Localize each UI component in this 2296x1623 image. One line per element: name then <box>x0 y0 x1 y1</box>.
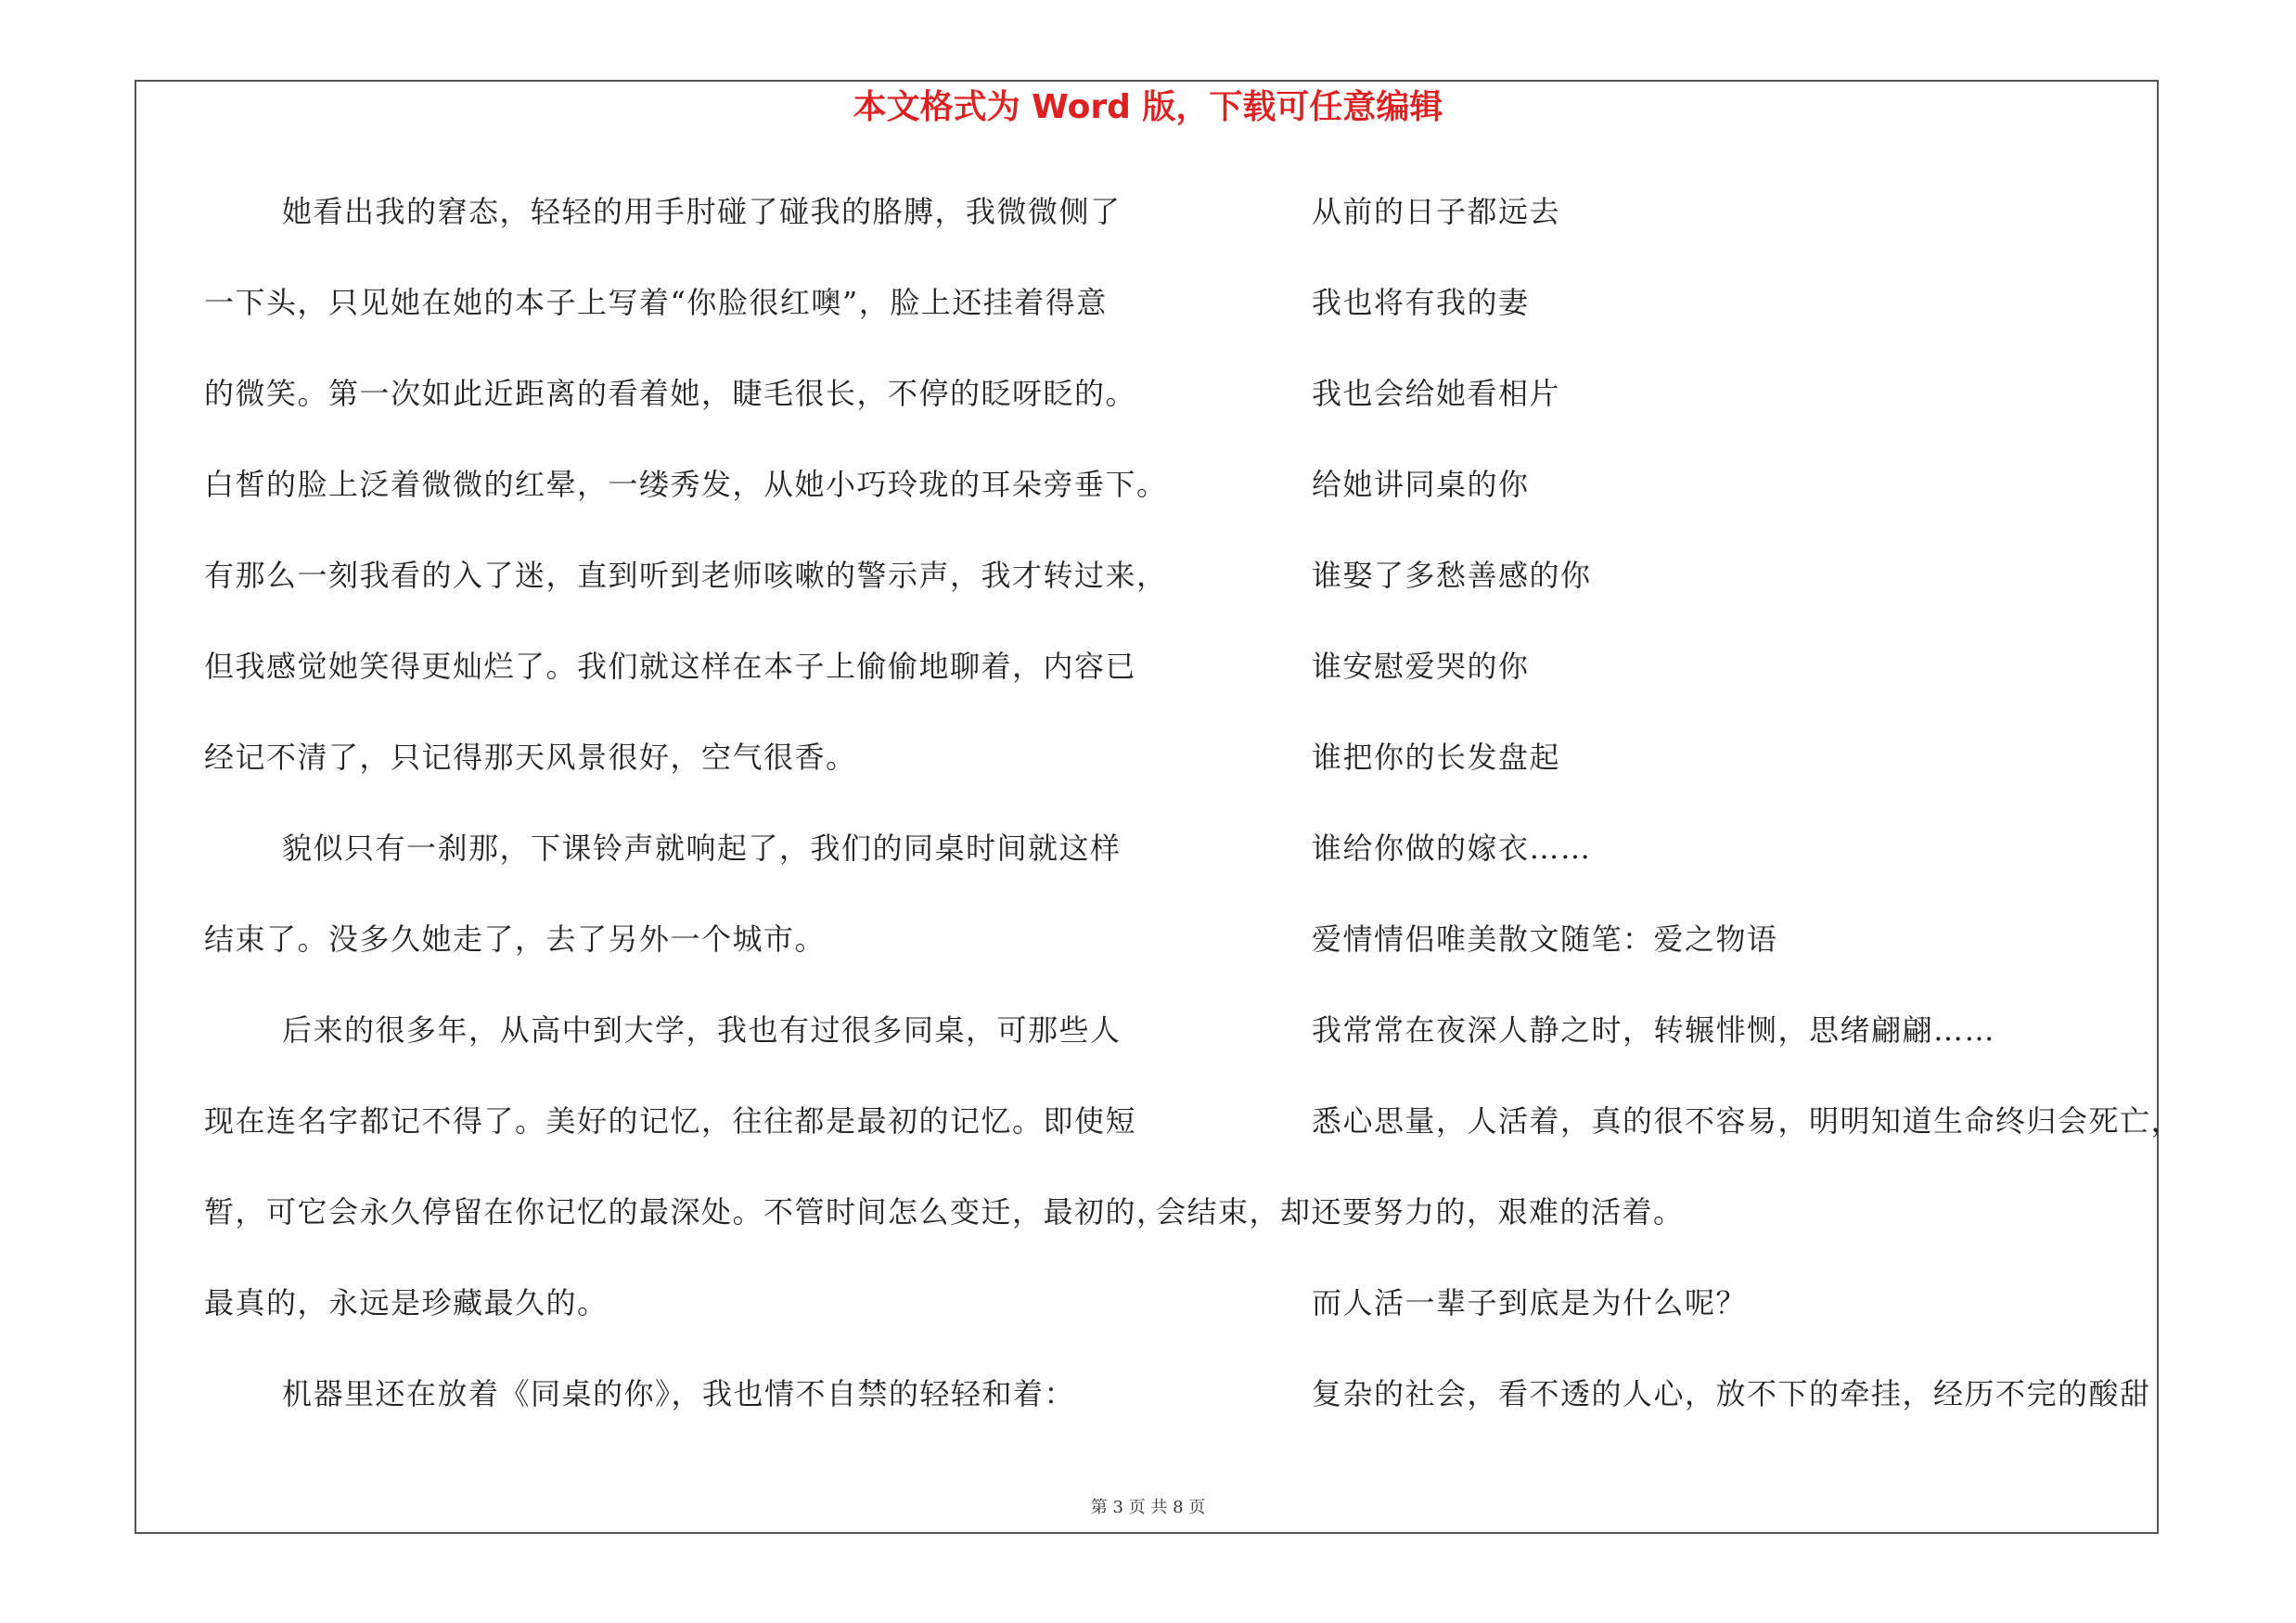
paragraph-line: 我常常在夜深人静之时，转辗悱恻，思绪翩翩…… <box>1312 1012 1996 1048</box>
paragraph-line: 机器里还在放着《同桌的你》，我也情不自禁的轻轻和着： <box>282 1376 1076 1411</box>
lyric-line: 谁娶了多愁善感的你 <box>1312 558 1592 593</box>
paragraph-line: 后来的很多年，从高中到大学，我也有过很多同桌，可那些人 <box>282 1012 1122 1048</box>
section-heading: 爱情情侣唯美散文随笔：爱之物语 <box>1312 921 1778 957</box>
paragraph-line: 的微笑。第一次如此近距离的看着她，睫毛很长，不停的眨呀眨的。 <box>204 376 1137 411</box>
paragraph-line: 白皙的脸上泛着微微的红晕，一缕秀发，从她小巧玲珑的耳朵旁垂下。 <box>204 467 1168 502</box>
lyric-line: 从前的日子都远去 <box>1312 194 1561 229</box>
lyric-line: 谁给你做的嫁衣…… <box>1312 831 1592 866</box>
paragraph-line: 但我感觉她笑得更灿烂了。我们就这样在本子上偷偷地聊着，内容已 <box>204 649 1137 684</box>
paragraph-line: 复杂的社会，看不透的人心，放不下的牵挂，经历不完的酸甜 <box>1312 1376 2151 1411</box>
paragraph-line: 一下头，只见她在她的本子上写着“你脸很红噢”，脸上还挂着得意 <box>204 285 1108 320</box>
right-text-column <box>1156 184 2183 1457</box>
paragraph-line: 貌似只有一刹那，下课铃声就响起了，我们的同桌时间就这样 <box>282 831 1122 866</box>
page-number-footer: 第 3 页 共 8 页 <box>1090 1498 1206 1517</box>
paragraph-line: 有那么一刻我看的入了迷，直到听到老师咳嗽的警示声，我才转过来， <box>204 558 1168 593</box>
lyric-line: 给她讲同桌的你 <box>1312 467 1530 502</box>
paragraph-line: 悉心思量，人活着，真的很不容易，明明知道生命终归会死亡， <box>1312 1103 2183 1139</box>
paragraph-line: 最真的，永远是珍藏最久的。 <box>204 1285 609 1320</box>
paragraph-line: 她看出我的窘态，轻轻的用手肘碰了碰我的胳膊，我微微侧了 <box>282 194 1122 229</box>
paragraph-line: 现在连名字都记不得了。美好的记忆，往往都是最初的记忆。即使短 <box>204 1103 1137 1139</box>
lyric-line: 谁安慰爱哭的你 <box>1312 649 1530 684</box>
paragraph-line: 结束了。没多久她走了，去了另外一个城市。 <box>204 921 827 957</box>
lyric-line: 我也会给她看相片 <box>1312 376 1561 411</box>
lyric-line: 谁把你的长发盘起 <box>1312 740 1561 775</box>
paragraph-line: 而人活一辈子到底是为什么呢？ <box>1312 1285 1748 1320</box>
lyric-line: 我也将有我的妻 <box>1312 285 1530 320</box>
document-header-title: 本文格式为 Word 版，下载可任意编辑 <box>853 88 1443 126</box>
left-text-column <box>204 184 1168 1457</box>
paragraph-line: 经记不清了，只记得那天风景很好，空气很香。 <box>204 740 857 775</box>
paragraph-line: 暂，可它会永久停留在你记忆的最深处。不管时间怎么变迁，最初的， <box>204 1194 1168 1230</box>
paragraph-line: 会结束，却还要努力的，艰难的活着。 <box>1156 1194 1685 1230</box>
